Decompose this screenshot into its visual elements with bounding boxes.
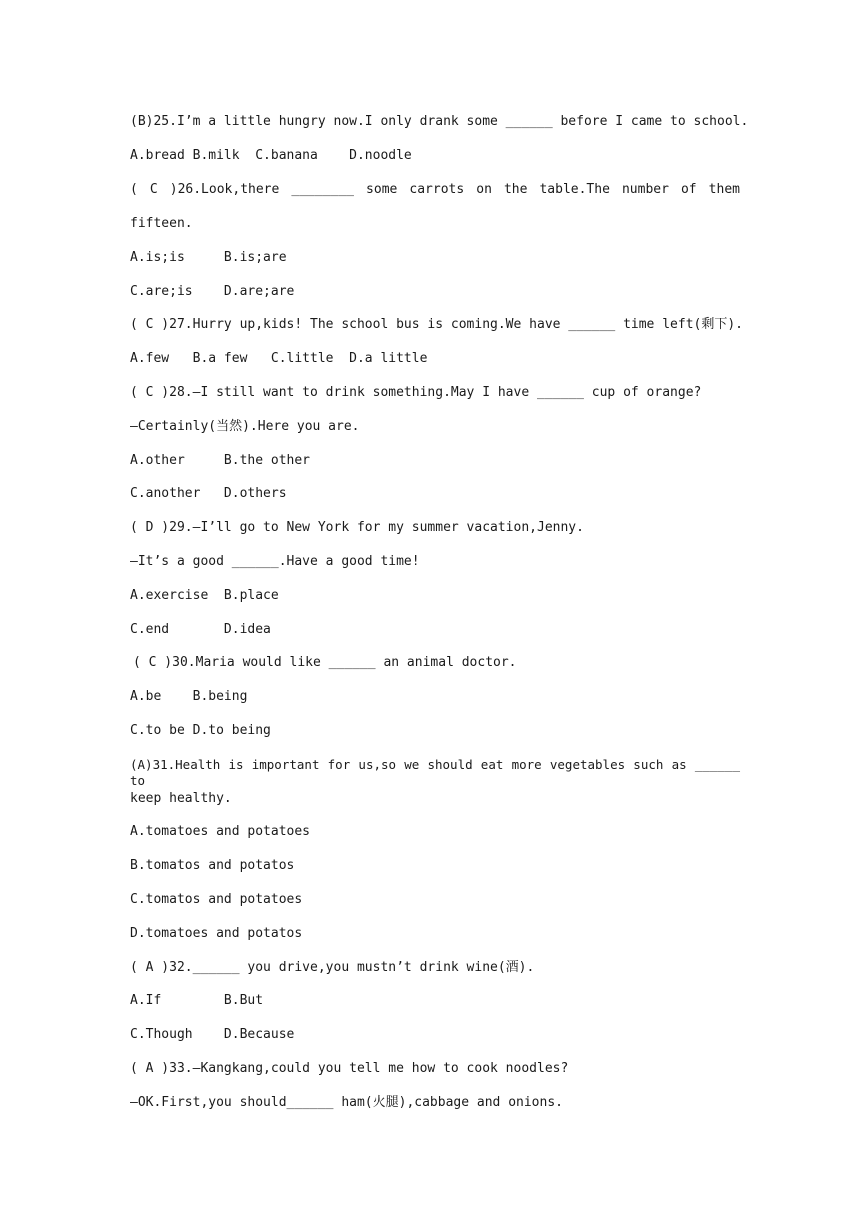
options-30-row2: C.to be D.to being [130, 723, 271, 738]
options-30-row1: A.be B.being [130, 689, 248, 704]
option-31-d: D.tomatoes and potatos [130, 926, 303, 941]
options-28-row1: A.other B.the other [130, 453, 311, 468]
question-31-continued: keep healthy. [130, 791, 232, 806]
question-33: ( A )33.—Kangkang,could you tell me how to cook noodles? [130, 1061, 569, 1076]
options-28-row2: C.another D.others [130, 486, 287, 501]
option-31-c: C.tomatos and potatoes [130, 892, 303, 907]
question-28: ( C )28.—I still want to drink something.May I have ______ cup of orange? [130, 385, 702, 400]
question-29: ( D )29.—I’ll go to New York for my summer vacation,Jenny. [130, 520, 584, 535]
question-30: ( C )30.Maria would like ______ an animal doctor. [133, 655, 517, 670]
options-29-row1: A.exercise B.place [130, 588, 279, 603]
options-29-row2: C.end D.idea [130, 622, 271, 637]
option-31-b: B.tomatos and potatos [130, 858, 295, 873]
option-31-a: A.tomatoes and potatoes [130, 824, 311, 839]
question-31: (A)31.Health is important for us,so we should eat more vegetables such as ______ to [130, 757, 740, 788]
options-26-row2: C.are;is D.are;are [130, 284, 295, 299]
question-26-continued: fifteen. [130, 216, 193, 231]
question-28-reply: —Certainly(当然).Here you are. [130, 419, 360, 434]
question-26: ( C )26.Look,there ________ some carrots on the table.The number of them [130, 182, 740, 197]
question-33-reply: —OK.First,you should______ ham(火腿),cabbage and onions. [130, 1095, 563, 1110]
options-25: A.bread B.milk C.banana D.noodle [130, 148, 412, 163]
options-26-row1: A.is;is B.is;are [130, 250, 287, 265]
question-25: (B)25.I’m a little hungry now.I only drank some ______ before I came to school. [130, 114, 749, 129]
options-27: A.few B.a few C.little D.a little [130, 351, 428, 366]
question-27: ( C )27.Hurry up,kids! The school bus is coming.We have ______ time left(剩下). [130, 317, 743, 332]
question-29-reply: —It’s a good ______.Have a good time! [130, 554, 420, 569]
question-32: ( A )32.______ you drive,you mustn’t drink wine(酒). [130, 960, 535, 975]
options-32-row1: A.If B.But [130, 993, 264, 1008]
options-32-row2: C.Though D.Because [130, 1027, 295, 1042]
